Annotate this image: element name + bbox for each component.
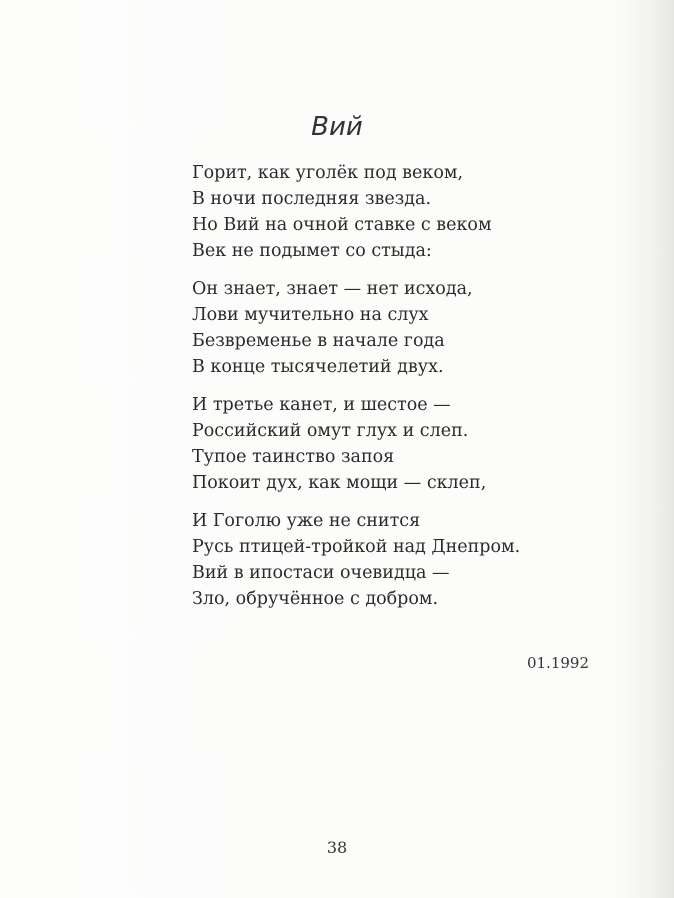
stanza-3 bbox=[192, 392, 612, 496]
poem-line: И третье канет, и шестое — bbox=[192, 395, 451, 415]
poem-body bbox=[192, 160, 612, 624]
poem-line: Российский омут глух и слеп. bbox=[192, 421, 469, 441]
poem-line: Безвременье в начале года bbox=[192, 331, 445, 351]
poem-line: Но Вий на очной ставке с веком bbox=[192, 215, 492, 235]
poem-line: Он знает, знает — нет исхода, bbox=[192, 279, 473, 299]
stanza-2 bbox=[192, 276, 612, 380]
poem-line: Век не подымет со стыда: bbox=[192, 241, 432, 261]
poem-line: И Гоголю уже не снится bbox=[192, 511, 421, 531]
poem-title: Вий bbox=[311, 112, 363, 142]
poem-line: Лови мучительно на слух bbox=[192, 305, 429, 325]
page-number: 38 bbox=[326, 838, 348, 857]
poem-line: Русь птицей-тройкой над Днепром. bbox=[192, 537, 521, 557]
poem-line: Зло, обручённое с добром. bbox=[192, 589, 439, 609]
poem-line: В конце тысячелетий двух. bbox=[192, 357, 444, 377]
stanza-1 bbox=[192, 160, 612, 264]
stanza-4 bbox=[192, 508, 612, 612]
poem-line: В ночи последняя звезда. bbox=[192, 189, 432, 209]
poem-line: Тупое таинство запоя bbox=[192, 447, 395, 467]
poem-line: Покоит дух, как мощи — склеп, bbox=[192, 473, 487, 493]
poem-line: Горит, как уголёк под веком, bbox=[192, 163, 464, 183]
poem-line: Вий в ипостаси очевидца — bbox=[192, 563, 450, 583]
poem-date: 01.1992 bbox=[526, 654, 589, 672]
